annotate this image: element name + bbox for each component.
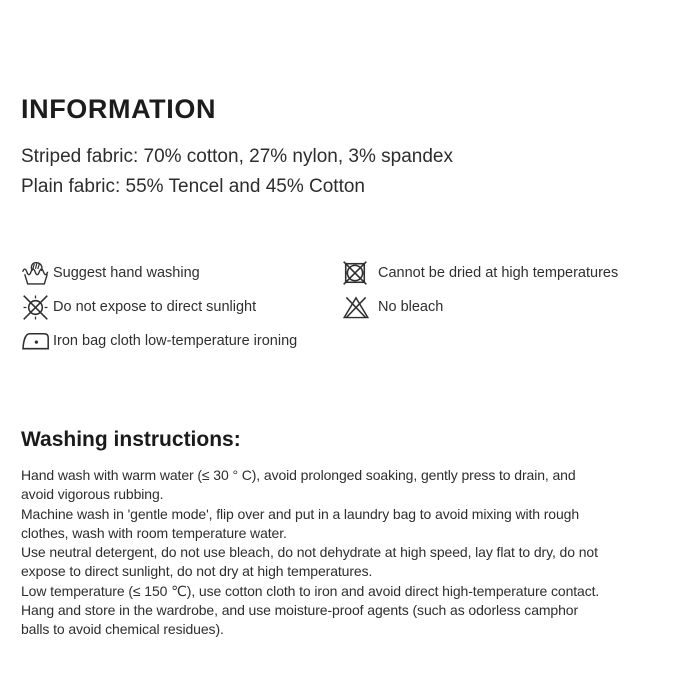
hand-wash-icon: [21, 260, 53, 287]
care-label: Iron bag cloth low-temperature ironing: [53, 333, 298, 349]
page-title: INFORMATION: [21, 94, 217, 124]
care-item-no-bleach: [342, 292, 618, 322]
fabric-line-plain: Plain fabric: 55% Tencel and 45% Cotton: [21, 176, 365, 197]
instruction-line: Low temperature (≤ 150 ℃), use cotton cloth to iron and avoid direct high-temperature contact.: [21, 582, 600, 599]
care-item-no-sunlight: [21, 292, 297, 322]
instruction-line: balls to avoid chemical residues).: [21, 621, 224, 638]
care-item-low-temp-iron: [21, 326, 297, 356]
fabric-line-striped: Striped fabric: 70% cotton, 27% nylon, 3% spandex: [21, 146, 453, 167]
low-temp-iron-icon: [21, 330, 53, 352]
care-label: No bleach: [378, 299, 444, 315]
washing-instructions-heading: Washing instructions:: [21, 428, 241, 451]
instruction-line: Hand wash with warm water (≤ 30 ° C), avoid prolonged soaking, gently press to drain, and: [21, 467, 576, 483]
care-item-hand-wash: [21, 258, 297, 288]
no-bleach-icon: [342, 295, 378, 320]
instruction-line: Machine wash in 'gentle mode', flip over and put in a laundry bag to avoid mixing with rough: [21, 505, 580, 522]
care-label: Suggest hand washing: [53, 265, 200, 281]
instruction-line: Hang and store in the wardrobe, and use moisture-proof agents (such as odorless camphor: [21, 602, 579, 619]
care-label: Cannot be dried at high temperatures: [378, 265, 619, 281]
instruction-line: clothes, wash with room temperature water.: [21, 524, 287, 541]
care-symbols-left-column: [21, 258, 297, 356]
washing-instructions-text: [21, 466, 599, 640]
no-sunlight-icon: [21, 293, 53, 322]
instruction-line: expose to direct sunlight, do not dry at high temperatures.: [21, 563, 373, 580]
instruction-line: Use neutral detergent, do not use bleach, do not dehydrate at high speed, lay flat to dry, do not: [21, 544, 598, 561]
fabric-composition: [21, 142, 453, 202]
care-symbols-right-column: [342, 258, 618, 322]
instruction-line: avoid vigorous rubbing.: [21, 486, 164, 503]
care-item-no-tumble-dry: [342, 258, 618, 288]
care-label: Do not expose to direct sunlight: [53, 299, 257, 315]
no-tumble-dry-icon: [342, 260, 378, 286]
